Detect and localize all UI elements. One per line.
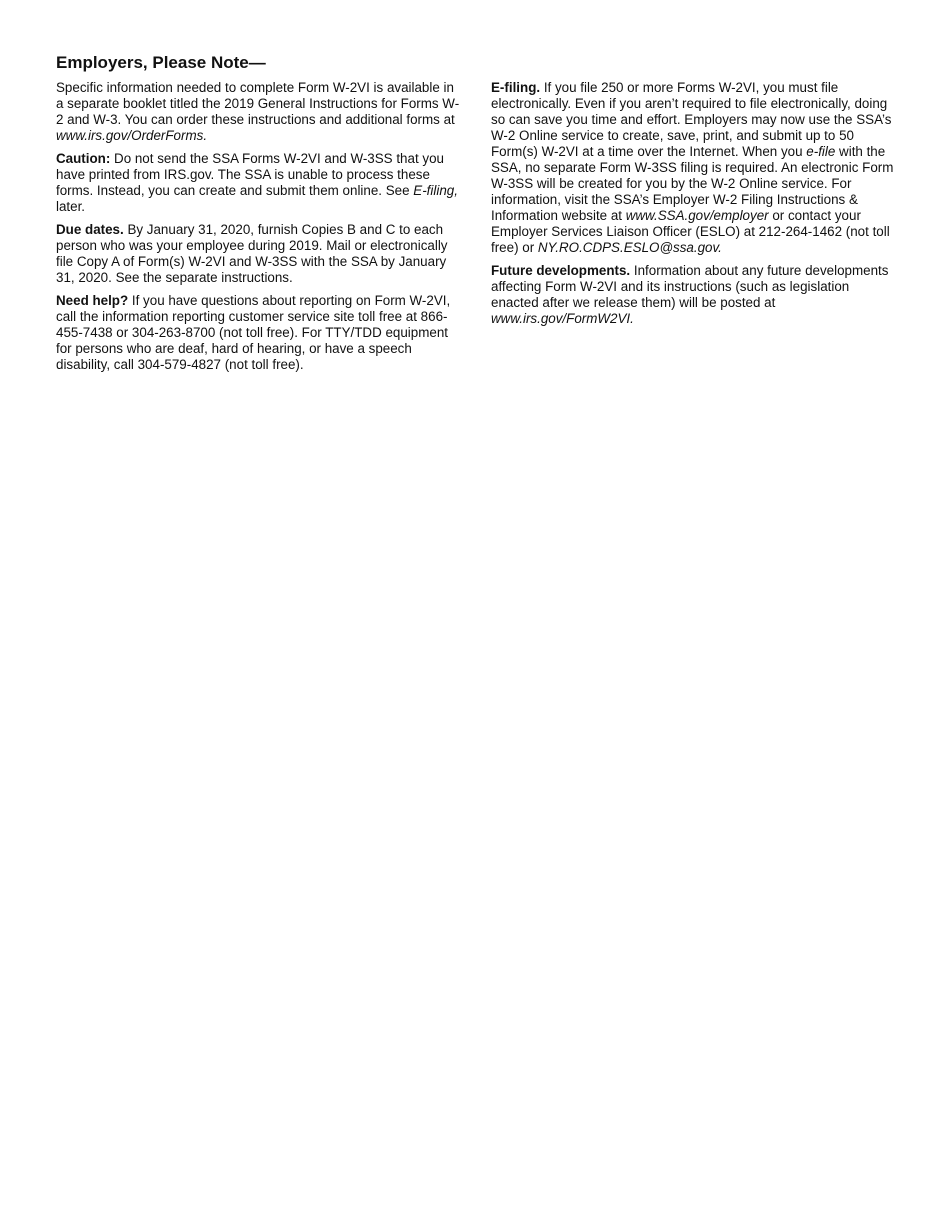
efiling-text-1: If you file 250 or more Forms W-2VI, you must file electronically. Even if you aren’t required to file electronically, doing so can save you time and effort. Employers may now use the SSA’s W-2 Online service to create, save, print, and submit up to 50 Form(s) W-2VI at a time over the Internet. When you (491, 80, 892, 159)
due-dates-lead: Due dates. (56, 222, 124, 237)
caution-lead: Caution: (56, 151, 111, 166)
order-forms-link: www.irs.gov/OrderForms. (56, 128, 208, 143)
future-developments-text: Information about any future developments affecting Form W-2VI and its instructions (such as legislation enacted after we release them) will be posted at (491, 263, 889, 310)
future-developments-lead: Future developments. (491, 263, 631, 278)
efiling-lead: E-filing. (491, 80, 541, 95)
due-dates-paragraph (56, 222, 460, 286)
caution-tail: later. (56, 199, 86, 214)
efiling-text-3: or contact your Employer Services Liaison Officer (ESLO) at 212-264-1462 (not toll free) or (491, 208, 890, 255)
efiling-paragraph (491, 80, 897, 256)
right-column (491, 80, 897, 334)
efiling-reference: E-filing, (413, 183, 458, 198)
efiling-text-2: with the SSA, no separate Form W-3SS filing is required. An electronic Form W-3SS will be created for you by the W-2 Online service. For information, visit the SSA’s Employer W-2 Filing Instructions & Information website at (491, 144, 894, 223)
efile-term: e-file (806, 144, 836, 159)
eslo-email-link: NY.RO.CDPS.ESLO@ssa.gov. (537, 240, 722, 255)
caution-text: Do not send the SSA Forms W-2VI and W-3SS that you have printed from IRS.gov. The SSA is unable to process these forms. Instead, you can create and submit them online. See (56, 151, 444, 198)
need-help-lead: Need help? (56, 293, 129, 308)
need-help-text: If you have questions about reporting on Form W-2VI, call the information reporting customer service site toll free at 866-455-7438 or 304-263-8700 (not toll free). For TTY/TDD equipment for persons who are deaf, hard of hearing, or have a speech disability, call 304-579-4827 (not toll free). (56, 293, 451, 372)
intro-paragraph (56, 80, 460, 144)
due-dates-text: By January 31, 2020, furnish Copies B and C to each person who was your employee during 2019. Mail or electronically file Copy A of Form(s) W-2VI and W-3SS with the SSA by January 31, 2020. See the separate instructions. (56, 222, 448, 285)
need-help-paragraph (56, 293, 460, 373)
left-column (56, 80, 460, 380)
intro-text: Specific information needed to complete Form W-2VI is available in a separate booklet titled the 2019 General Instructions for Forms W-2 and W-3. You can order these instructions and additional forms at (56, 80, 460, 127)
future-developments-paragraph (491, 263, 897, 327)
page-title: Employers, Please Note— (56, 53, 266, 72)
ssa-employer-link: www.SSA.gov/employer (625, 208, 769, 223)
form-w2vi-link: www.irs.gov/FormW2VI. (491, 311, 634, 326)
caution-paragraph (56, 151, 460, 215)
